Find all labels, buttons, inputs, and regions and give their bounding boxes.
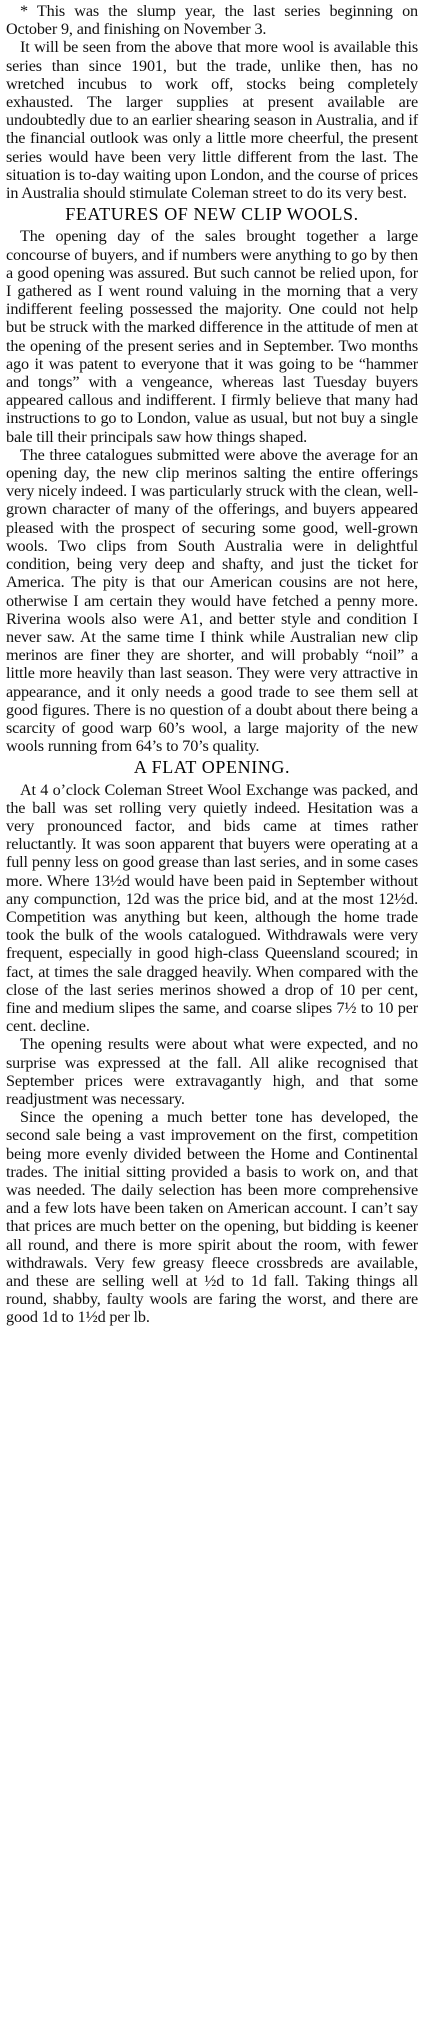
heading-features-new-clip: FEATURES OF NEW CLIP WOOLS.	[65, 204, 359, 225]
paragraph-supply-outlook: It will be seen from the above that more wool is available this series than since 1901, but the trade, unlike then, has no wretched incubus to work off, stocks being completely exhausted. The larger supplies at present available are undoubtedly due to an earlier shearing season in Australia, and if the financial outlook was only a little more cheerful, the present series would have been very little different from the last. The situation is to-day waiting upon London, and the course of prices in Australia should stimulate Coleman street to do its very best.	[6, 38, 418, 203]
paragraph-slump-footnote: * This was the slump year, the last series beginning on October 9, and finishing on November 3.	[6, 2, 418, 39]
paragraph-wool-exchange: At 4 o’clock Coleman Street Wool Exchange was packed, and the ball was set rolling very quietly indeed. Hesitation was a very pronounced factor, and bids came at times rather reluctantly. It was soon apparent that buyers were operating at a full penny less on good grease than last series, and in some cases more. Where 13½d would have been paid in September without any compunction, 12d was the price bid, and at the most 12½d. Competition was anything but keen, although the home trade took the bulk of the wools catalogued. Withdrawals were very frequent, especially in good high-class Queensland scoured; in fact, at times the sale dragged heavily. When compared with the close of the last series merinos showed a drop of 10 per cent, fine and medium slipes the same, and coarse slipes 7½ to 10 per cent. decline.	[6, 780, 418, 1036]
heading-flat-opening: A FLAT OPENING.	[133, 757, 291, 778]
article-column	[6, 2, 418, 1327]
paragraph-opening-day: The opening day of the sales brought together a large concourse of buyers, and if numbers were anything to go by then a good opening was assured. But such cannot be relied upon, for I gathered as I went round valuing in the morning that a very indifferent feeling possessed the majority. One could not help but be struck with the marked difference in the attitude of men at the opening of the present series and in September. Two months ago it was patent to everyone that it was going to be “hammer and tongs” with a vengeance, whereas last Tuesday buyers appeared callous and indifferent. I firmly believe that many had instructions to go to London, value as usual, but not buy a single bale till their principals saw how things shaped.	[6, 227, 418, 446]
paragraph-catalogues: The three catalogues submitted were above the average for an opening day, the new clip merinos salting the entire offerings very nicely indeed. I was particularly struck with the clean, well-grown character of many of the offerings, and buyers appeared pleased with the prospect of securing some good, well-grown wools. Two clips from South Australia were in delightful condition, being very deep and shafty, and just the ticket for America. The pity is that our American cousins are not here, otherwise I am certain they would have fetched a penny more. Riverina wools also were A1, and better style and condition I never saw. At the same time I think while Australian new clip merinos are finer they are shorter, and will probably “noil” a little more heavily than last season. They were very attractive in appearance, and it only needs a good trade to see them sell at good figures. There is no question of a doubt about there being a scarcity of good warp 60’s wool, a large majority of the new wools running from 64’s to 70’s quality.	[6, 445, 418, 756]
paragraph-better-tone: Since the opening a much better tone has developed, the second sale being a vast improvement on the first, competition being more evenly divided between the Home and Continental trades. The initial sitting provided a basis to work on, and that was needed. The daily selection has been more comprehensive and a few lots have been taken on American account. I can’t say that prices are much better on the opening, but bidding is keener all round, and there is more spirit about the room, with fewer withdrawals. Very few greasy fleece crossbreds are available, and these are selling well at ½d to 1d fall. Taking things all round, shabby, faulty wools are faring the worst, and there are good 1d to 1½d per lb.	[6, 1108, 418, 1327]
paragraph-opening-results: The opening results were about what were expected, and no surprise was expressed at the fall. All alike recognised that September prices were extravagantly high, and that some readjustment was necessary.	[6, 1035, 418, 1108]
